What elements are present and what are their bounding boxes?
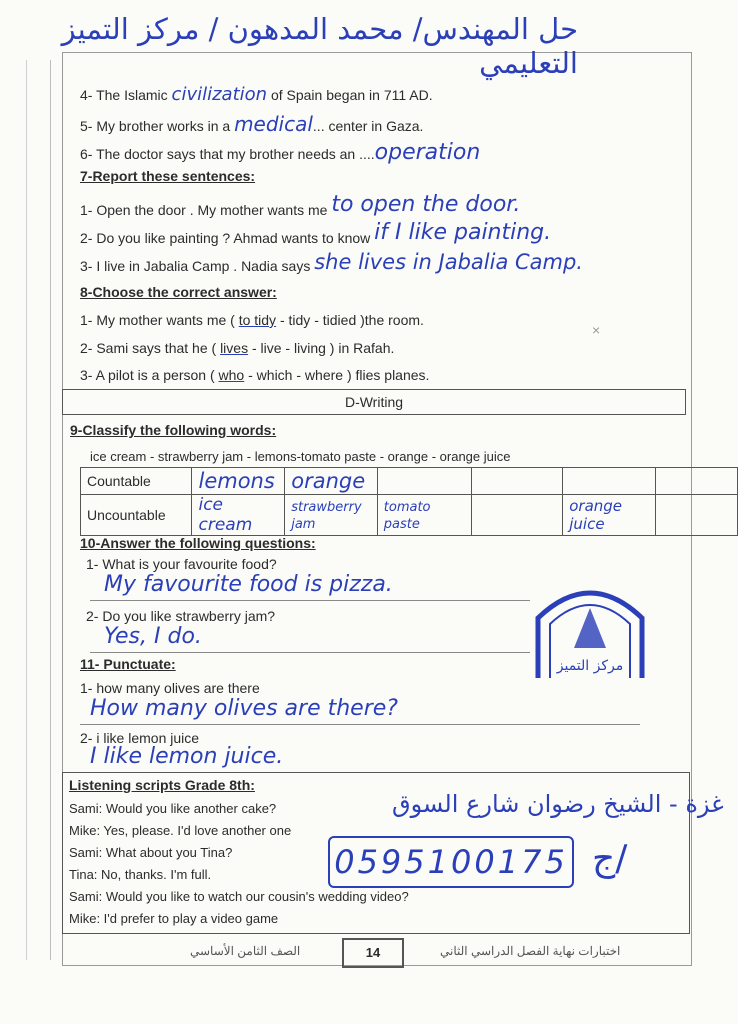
listening-line: Sami: What about you Tina? — [69, 845, 233, 860]
choose-option: which — [256, 367, 293, 383]
stamp-seal-icon — [530, 578, 650, 688]
listening-line: Mike: Yes, please. I'd love another one — [69, 823, 292, 838]
table-row — [81, 495, 738, 536]
address-note: غزة - الشيخ رضوان شارع السوق — [392, 790, 724, 818]
report-item-2 — [80, 220, 552, 249]
table-cell: orange juice — [569, 497, 623, 533]
choose-item-2: 2- Sami says that he ( lives - live - living ) in Rafah. — [80, 340, 395, 356]
handwritten-header: حل المهندس/ محمد المدهون / مركز التميز التعليمي — [61, 12, 578, 80]
vocab-answer: civilization — [171, 84, 268, 105]
table-row — [81, 468, 738, 495]
vocab-line-4 — [80, 84, 433, 105]
choose-option: living — [294, 340, 326, 356]
choose-option: tidy — [288, 312, 311, 328]
answer-1: My favourite food is pizza. — [104, 572, 393, 597]
answer-rule — [80, 724, 640, 725]
choose-text: 1- My mother wants me ( — [80, 312, 239, 328]
choose-option: where — [304, 367, 344, 383]
report-answer: she lives in Jabalia Camp. — [314, 250, 583, 274]
listening-line: Tina: No, thanks. I'm full. — [69, 867, 212, 882]
report-answer: to open the door. — [331, 192, 521, 217]
margin-rule-inner — [50, 60, 51, 960]
punctuate-answer-1: How many olives are there? — [90, 696, 398, 721]
vocab-text: of Spain began in 711 AD. — [267, 87, 433, 103]
vocab-text: 6- The doctor says that my brother needs an .... — [80, 146, 375, 162]
listening-line: Mike: I'd prefer to play a video game — [69, 911, 279, 926]
choose-option-selected: to tidy — [238, 312, 277, 328]
vocab-line-6 — [80, 140, 480, 165]
choose-option-selected: lives — [220, 340, 249, 356]
punctuate-question-1: 1- how many olives are there — [80, 680, 260, 696]
punctuate-answer-2: I like lemon juice. — [90, 744, 284, 769]
table-cell: ice cream — [198, 495, 253, 535]
footer-grade: الصف الثامن الأساسي — [190, 944, 301, 958]
answer-rule — [90, 652, 530, 653]
section-10-title: 10-Answer the following questions: — [80, 535, 316, 551]
report-answer: if I like painting. — [374, 220, 552, 245]
choose-option-selected: who — [218, 367, 245, 383]
vocab-text: ... center in Gaza. — [312, 118, 424, 134]
answer-2: Yes, I do. — [104, 624, 202, 649]
stamp-text: مركز التميز — [556, 658, 624, 674]
vocab-line-5 — [80, 112, 423, 136]
report-question: 1- Open the door . My mother wants me — [80, 202, 328, 218]
choose-item-3: 3- A pilot is a person ( who - which - where ) flies planes. — [80, 367, 430, 383]
vocab-text: 4- The Islamic — [80, 87, 172, 103]
listening-line: Sami: Would you like another cake? — [69, 801, 277, 816]
choose-text: ) in Rafah. — [325, 340, 395, 356]
row-label: Countable — [81, 468, 192, 495]
row-label: Uncountable — [81, 495, 192, 536]
vocab-text: 5- My brother works in a — [80, 118, 235, 134]
footer-exam-title: اختبارات نهاية الفصل الدراسي الثاني — [440, 944, 621, 958]
choose-text: 3- A pilot is a person ( — [80, 367, 219, 383]
section-9-title: 9-Classify the following words: — [70, 422, 277, 438]
writing-heading: D-Writing — [62, 389, 686, 415]
choose-option: live — [260, 340, 282, 356]
table-cell: tomato paste — [383, 500, 431, 532]
classify-word-list: ice cream - strawberry jam - lemons-tomato paste - orange - orange juice — [90, 449, 511, 464]
page-number: 14 — [342, 938, 404, 968]
vocab-answer: operation — [374, 140, 481, 165]
question-2: 2- Do you like strawberry jam? — [86, 608, 276, 624]
question-1: 1- What is your favourite food? — [86, 556, 277, 572]
listening-line: Sami: Would you like to watch our cousin's wedding video? — [69, 889, 409, 904]
margin-rule-outer — [26, 60, 27, 960]
report-item-1 — [80, 192, 521, 221]
report-question: 3- I live in Jabalia Camp . Nadia says — [80, 258, 311, 274]
x-mark-icon: × — [592, 322, 601, 338]
choose-item-1: 1- My mother wants me ( to tidy - tidy - tidied )the room. — [80, 312, 424, 328]
vocab-answer: medical — [234, 112, 313, 136]
report-item-3 — [80, 252, 583, 276]
choose-option: tidied — [322, 312, 357, 328]
punctuate-question-2: 2- i like lemon juice — [80, 730, 200, 746]
section-7-title: 7-Report these sentences: — [80, 168, 256, 184]
section-8-title: 8-Choose the correct answer: — [80, 284, 277, 300]
table-cell: strawberry jam — [291, 500, 362, 532]
section-11-title: 11- Punctuate: — [80, 656, 176, 672]
phone-label: ج/ — [592, 838, 628, 879]
choose-text: )the room. — [356, 312, 424, 328]
classify-table — [80, 467, 738, 536]
listening-title: Listening scripts Grade 8th: — [69, 777, 255, 793]
phone-number: 0595100175 — [328, 836, 574, 888]
answer-rule — [90, 600, 530, 601]
report-question: 2- Do you like painting ? Ahmad wants to know — [80, 230, 371, 246]
choose-text: 2- Sami says that he ( — [80, 340, 221, 356]
table-cell: lemons — [198, 469, 275, 493]
table-cell: orange — [291, 469, 366, 493]
choose-text: ) flies planes. — [343, 367, 430, 383]
